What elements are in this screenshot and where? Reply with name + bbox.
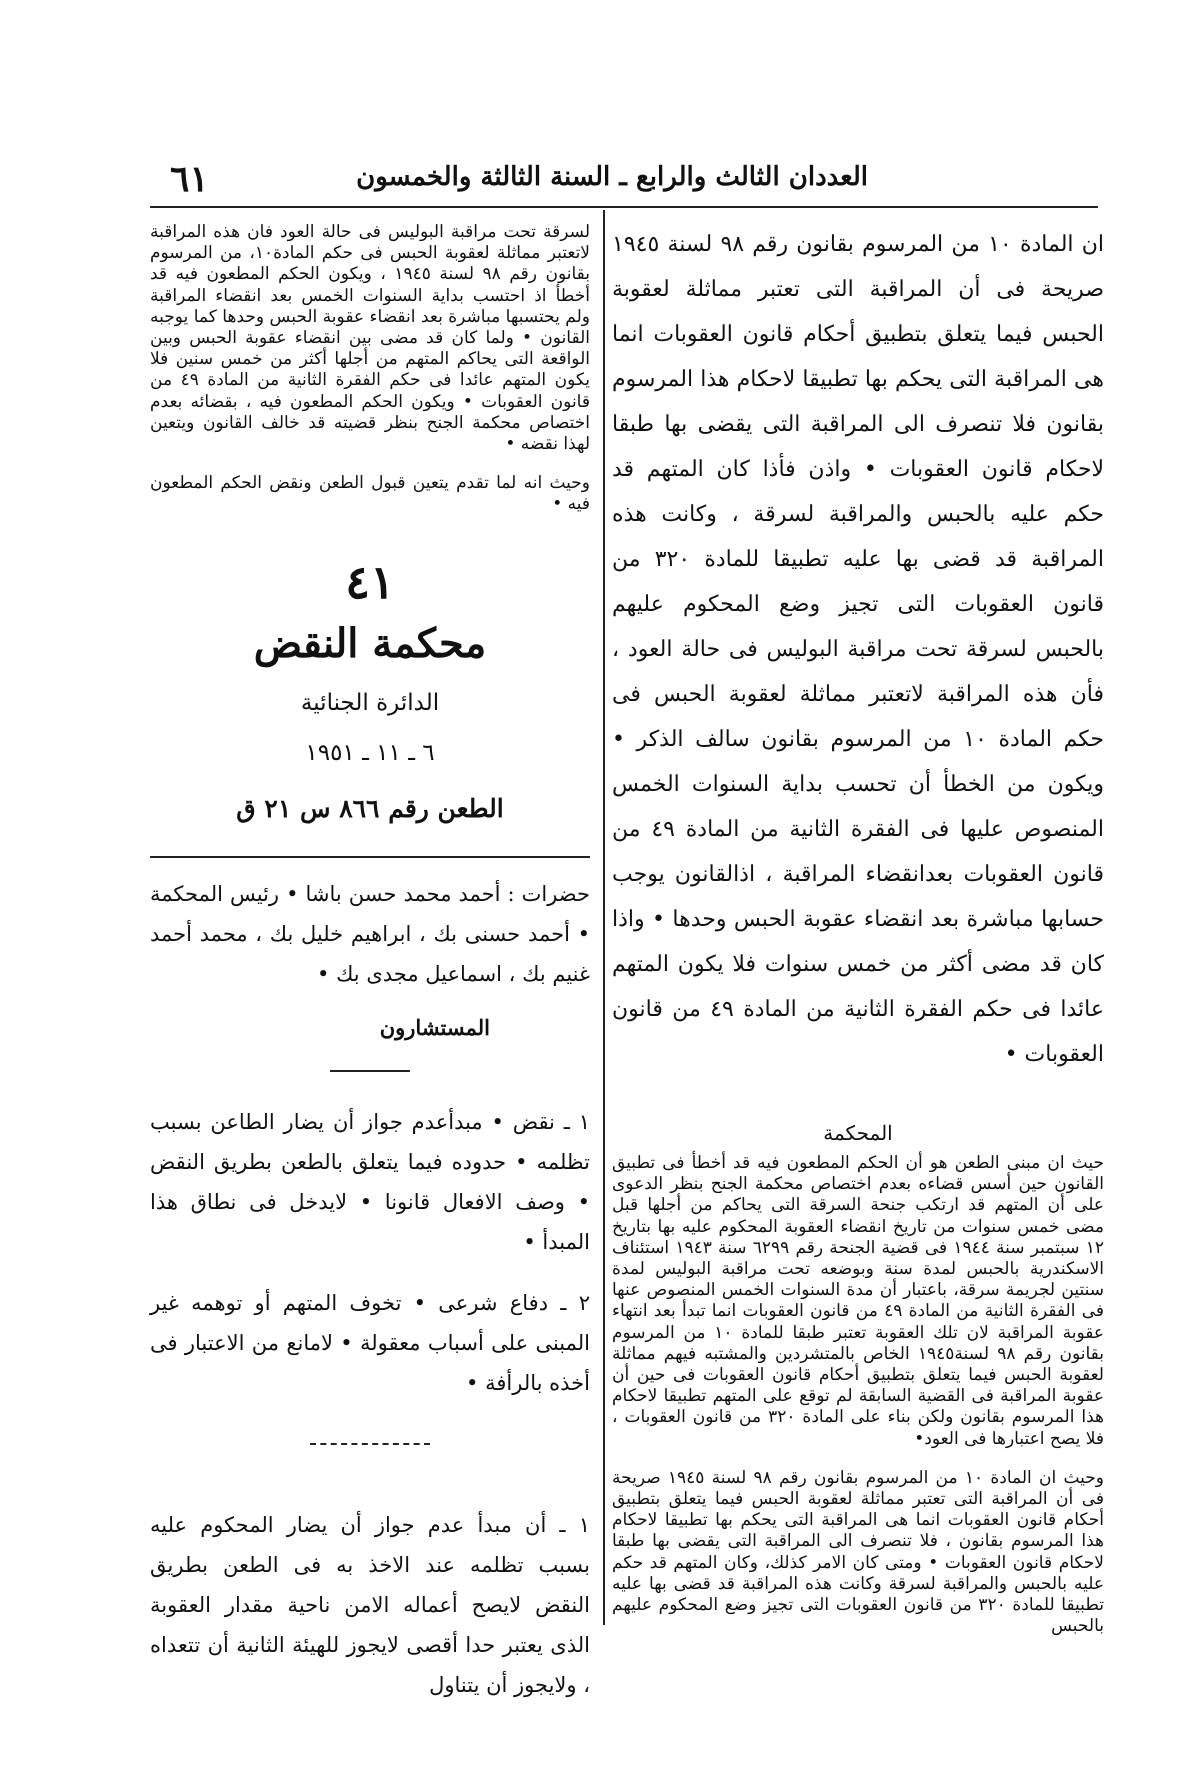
- court-name: محكمة النقض: [253, 619, 487, 667]
- principle-2: ٢ ـ دفاع شرعى • تخوف المتهم أو توهمه غير المبنى على أسباب معقولة • لامانع من الاعتبار فى أخذه بالرأفة •: [150, 1290, 590, 1395]
- column-divider: [603, 210, 605, 1625]
- section-rule: [150, 856, 590, 858]
- advisers-label: المستشارون: [379, 1014, 490, 1040]
- left-column: [150, 222, 590, 1726]
- court-reasoning-heading: المحكمة: [823, 1121, 893, 1145]
- case-number: ٤١: [345, 554, 395, 609]
- chamber-name: الدائرة الجنائية: [300, 689, 440, 716]
- session-date: ٦ ـ ١١ ـ ١٩٥١: [305, 739, 435, 766]
- principle-1: ١ ـ نقض • مبدأعدم جواز أن يضار الطاعن بسبب تظلمه • حدوده فيما يتعلق بالطعن بطريق النقض • وصف الافعال قانونا • لايدخل فى نطاق هذا المبدأ •: [150, 1109, 590, 1254]
- appeal-number: الطعن رقم ٨٦٦ س ٢١ ق: [236, 793, 504, 823]
- reasoning-paragraph-continued: لسرقة تحت مراقبة البوليس فى حالة العود فان هذه المراقبة لاتعتبر مماثلة لعقوبة الحبس فى حكم المادة١٠، من المرسوم بقانون رقم ٩٨ لسنة ١٩٤٥ ، ويكون الحكم المطعون فيه قد أخطأ اذ احتسب بداية السنوات الخمس بعد انقضاء المراقبة ولم يحتسبها مباشرة بعد انقضاء عقوبة الحبس وحدها كما يوجبه القانون • ولما كان قد مضى بين انقضاء عقوبة الحبس وبين الواقعة التى يحاكم المتهم من أجلها أكثر من خمس سنين فلا يكون المتهم عائدا فى حكم الفقرة الثانية من المادة ٤٩ من قانون العقوبات • ويكون الحكم المطعون فيه ، بقضائه بعدم اختصاص محكمة الجنح بنظر قضيته قد خالف القانون ويتعين لهذا نقضه •: [150, 222, 590, 455]
- ruling-1: ١ ـ أن مبدأ عدم جواز أن يضار المحكوم عليه بسبب تظلمه عند الاخذ به فى الطعن بطريق النقض لايصح أعماله الامن ناحية مقدار العقوبة الذى يعتبر حدا أقصى لايجوز للهيئة الثانية أن تتعداه ، ولايجوز أن يتناول: [150, 1512, 590, 1697]
- conclusion-paragraph: وحيث انه لما تقدم يتعين قبول الطعن ونقض الحكم المطعون فيه •: [150, 473, 590, 515]
- page-header: [150, 158, 1098, 208]
- reasoning-paragraph-2: وحيث ان المادة ١٠ من المرسوم بقانون رقم ٩٨ لسنة ١٩٤٥ صريحة فى أن المراقبة التى تعتبر مماثلة لعقوبة الحبس فيما يتعلق بتطبيق أحكام قانون العقوبات انما هى المراقبة التى يحكم بها تطبيقا لاحكام هذا المرسوم بقانون ، فلا تنصرف الى المراقبة التى يقضى بها طبقا لاحكام قانون العقوبات • ومتى كان الامر كذلك، وكان المتهم قد حكم عليه بالحبس والمراقبة لسرقة وكانت هذه المراقبة قد قضى بها عليه تطبيقا للمادة ٣٢٠ من قانون العقوبات التى تجيز وضع المحكوم عليهم بالحبس: [612, 1467, 1104, 1637]
- dashed-rule: [310, 1443, 430, 1445]
- ruling-summary-paragraph: ان المادة ١٠ من المرسوم بقانون رقم ٩٨ لسنة ١٩٤٥ صريحة فى أن المراقبة التى تعتبر مماثلة لعقوبة الحبس فيما يتعلق بتطبيق أحكام قانون العقوبات انما هى المراقبة التى يحكم بها تطبيقا لاحكام هذا المرسوم بقانون فلا تنصرف الى المراقبة التى يقضى بها طبقا لاحكام قانون العقوبات • واذن فأذا كان المتهم قد حكم عليه بالحبس والمراقبة لسرقة ، وكانت هذه المراقبة قد قضى بها عليه تطبيقا للمادة ٣٢٠ من قانون العقوبات التى تجيز وضع المحكوم عليهم بالحبس لسرقة تحت مراقبة البوليس فى حالة العود ، فأن هذه المراقبة لاتعتبر مماثلة لعقوبة الحبس فى حكم المادة ١٠ من المرسوم بقانون سالف الذكر • ويكون من الخطأ أن تحسب بداية السنوات الخمس المنصوص عليها فى الفقرة الثانية من المادة ٤٩ من قانون العقوبات بعدانقضاء المراقبة ، اذالقانون يوجب حسابها مباشرة بعد انقضاء عقوبة الحبس وحدها • واذا كان قد مضى أكثر من خمس سنوات فلا يكون المتهم عائدا فى حكم الفقرة الثانية من المادة ٤٩ من قانون العقوبات •: [612, 232, 1105, 1067]
- page-number: ٦١: [170, 158, 209, 200]
- right-column: [612, 222, 1104, 1637]
- short-rule: [330, 1070, 410, 1072]
- case-header-block: [150, 554, 590, 830]
- panel-members: حضرات : أحمد محمد حسن باشا • رئيس المحكمة • أحمد حسنى بك ، ابراهيم خليل بك ، محمد أحمد غنيم بك ، اسماعيل مجدى بك •: [150, 881, 590, 986]
- reasoning-paragraph-1: حيث ان مبنى الطعن هو أن الحكم المطعون فيه قد أخطأ فى تطبيق القانون حين أسس قضاءه بعدم اختصاص محكمة الجنح بنظر الدعوى على أن المتهم قد ارتكب جنحة السرقة التى يحاكم من أجلها قبل مضى خمس سنوات من تاريخ انقضاء العقوبة المحكوم عليه بها بتاريخ ١٢ سبتمبر سنة ١٩٤٤ فى قضية الجنحة رقم ٦٢٩٩ سنة ١٩٤٣ استئناف الاسكندرية بالحبس لمدة سنة وبوضعه تحت مراقبة البوليس لمدة سنتين لجريمة سرقة، باعتبار أن مدة السنوات الخمس المنصوص عنها فى الفقرة الثانية من المادة ٤٩ من قانون العقوبات انما تبدأ بعد انتهاء عقوبة المراقبة لان تلك العقوبة تعتبر طبقا للمادة ١٠ من المرسوم بقانون رقم ٩٨ لسنة١٩٤٥ الخاص بالمتشردين والمشتبه فيهم مماثلة لعقوبة الحبس فيما يتعلق بتطبيق أحكام قانون العقوبات فى حين أن عقوبة المراقبة فى القضية السابقة لم توقع على المتهم تطبيقا لاحكام هذا المرسوم بقانون ولكن بناء على المادة ٣٢٠ من قانون العقوبات ، فلا يصح اعتبارها فى العود•: [612, 1153, 1105, 1449]
- journal-issue-title: العددان الثالث والرابع ـ السنة الثالثة والخمسون: [356, 162, 868, 192]
